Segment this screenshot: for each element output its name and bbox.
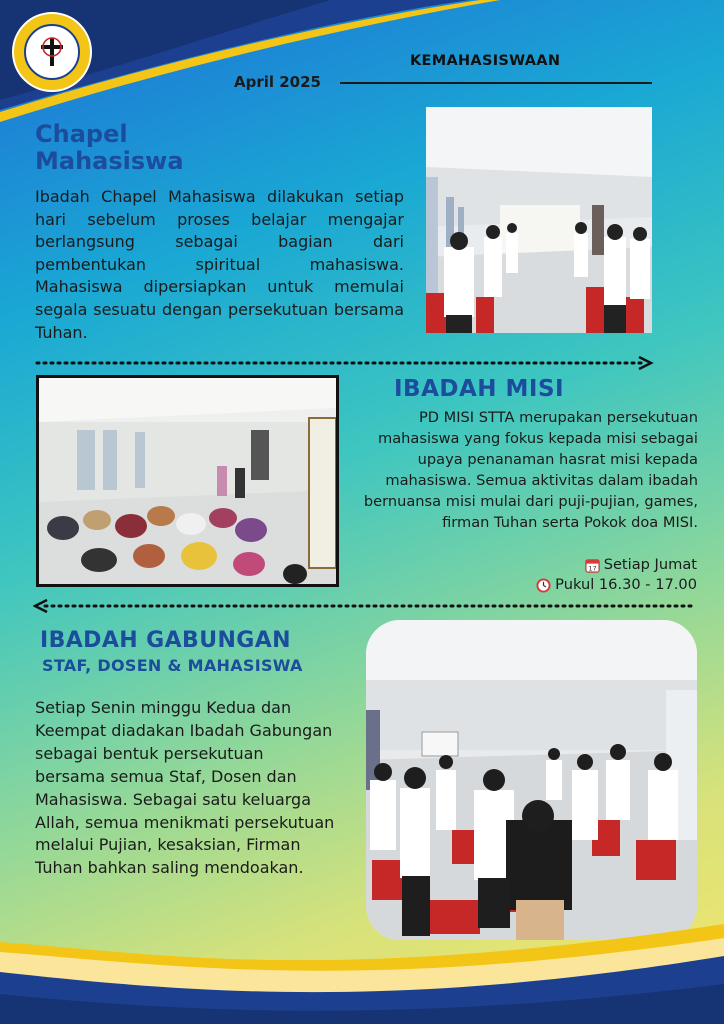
chapel-title: Chapel Mahasiswa (35, 120, 184, 175)
chapel-photo (426, 107, 652, 333)
chapel-body: Ibadah Chapel Mahasiswa dilakukan setiap hari sebelum proses belajar mengajar berlangsung sebagai bagian dari pembentukan spiritual mahasiswa. Mahasiswa dipersiapkan untuk memulai segala sesuatu dengan persekutuan bersama Tuhan. (35, 187, 404, 342)
clock-icon (536, 578, 551, 593)
calendar-icon (585, 558, 600, 573)
schedule-time-row (536, 575, 697, 595)
gabungan-body: Setiap Senin minggu Kedua dan Keempat diadakan Ibadah Gabungan sebagai bentuk persekutuan bersama semua Staf, Dosen dan Mahasiswa. Sebagai satu keluarga Allah, semua menikmati persekutuan melalui Pujian, kesaksian, Firman Tuhan bahkan saling mendoakan. (35, 698, 335, 878)
gabungan-subtitle: STAF, DOSEN & MAHASISWA (42, 656, 303, 675)
schedule-time: Pukul 16.30 - 17.00 (555, 576, 697, 593)
schedule-day-row (536, 555, 697, 575)
misi-title: IBADAH MISI (394, 376, 565, 402)
misi-photo (36, 375, 339, 587)
svg-text:17: 17 (588, 564, 597, 573)
schedule-day: Setiap Jumat (603, 556, 697, 573)
misi-schedule (536, 555, 697, 595)
misi-body: PD MISI STTA merupakan persekutuan mahasiswa yang fokus kepada misi sebagai upaya penanaman hasrat misi kepada mahasiswa. Semua aktivitas dalam ibadah bernuansa misi mulai dari puji-pujian, games, firman Tuhan serta Pokok doa MISI. (363, 409, 698, 531)
issue-date: April 2025 (234, 73, 321, 91)
arrow-right-divider (35, 356, 655, 370)
gabungan-title: IBADAH GABUNGAN (40, 628, 291, 653)
bottom-wave-decoration (0, 884, 724, 1024)
section-divider (340, 82, 652, 84)
arrow-left-divider (33, 599, 697, 613)
cross-emblem-icon (24, 24, 80, 80)
section-label: KEMAHASISWAAN (410, 53, 561, 69)
school-logo (12, 12, 92, 92)
